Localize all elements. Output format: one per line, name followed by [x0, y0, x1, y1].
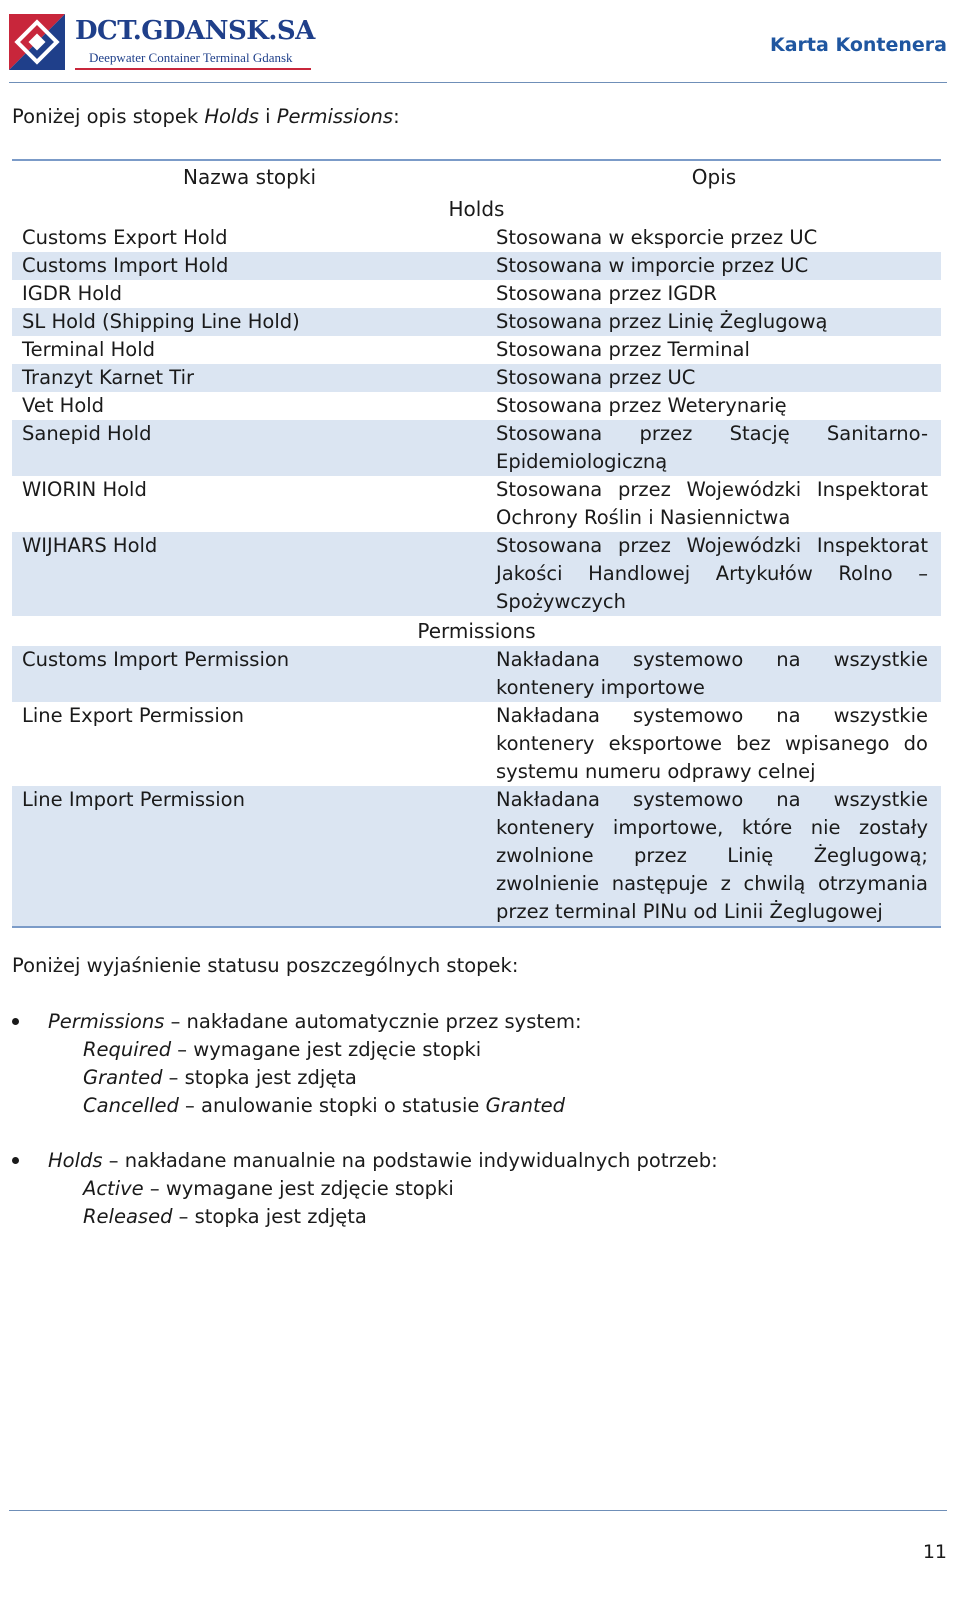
stopka-name: Customs Import Permission — [22, 648, 290, 671]
table-row — [12, 702, 941, 786]
header-divider — [9, 82, 947, 83]
bullet-icon — [12, 1157, 19, 1164]
status-text: – wymagane jest zdjęcie stopki — [143, 1177, 454, 1200]
stopka-name: WIORIN Hold — [22, 478, 147, 501]
stopka-name: Line Import Permission — [22, 788, 245, 811]
footer-divider — [9, 1510, 947, 1511]
stopka-name: IGDR Hold — [22, 282, 123, 305]
document-title: Karta Kontenera — [770, 34, 947, 56]
stopka-description: Nakładana systemowo na wszystkie kontenery eksportowe bez wpisanego do systemu numeru odprawy celnej — [496, 704, 928, 783]
stopka-name: SL Hold (Shipping Line Hold) — [22, 310, 300, 333]
intro-mid: i — [258, 105, 277, 128]
table-row — [12, 420, 941, 476]
stopka-description: Stosowana przez UC — [496, 366, 696, 389]
intro-permissions-term: Permissions — [276, 105, 394, 128]
stopka-name: Terminal Hold — [22, 338, 155, 361]
logo-underline — [75, 68, 311, 70]
stopka-description: Nakładana systemowo na wszystkie kontenery importowe — [496, 648, 928, 699]
stopka-name: Customs Import Hold — [22, 254, 229, 277]
stopka-description: Stosowana w imporcie przez UC — [496, 254, 809, 277]
table-row — [12, 364, 941, 392]
status-text: – wymagane jest zdjęcie stopki — [171, 1038, 482, 1061]
status-item-active — [48, 1175, 718, 1203]
permissions-bullet-heading — [48, 1008, 582, 1036]
table-row — [12, 476, 941, 532]
permissions-term: Permissions — [48, 1010, 165, 1033]
table-section-title: Permissions — [417, 619, 536, 643]
page-number: 11 — [922, 1541, 947, 1563]
table-row — [12, 392, 941, 420]
stopka-description: Stosowana przez IGDR — [496, 282, 717, 305]
bullet-icon — [12, 1018, 19, 1025]
status-term: Cancelled — [83, 1094, 179, 1117]
status-text: – anulowanie stopki o statusie — [178, 1094, 486, 1117]
stopka-name: Customs Export Hold — [22, 226, 228, 249]
table-row — [12, 308, 941, 336]
status-term: Required — [83, 1038, 172, 1061]
company-logo — [9, 14, 315, 72]
table-header-row — [12, 161, 941, 194]
intro-suffix: : — [393, 105, 400, 128]
status-item-cancelled — [48, 1092, 582, 1120]
status-item-granted — [48, 1064, 582, 1092]
status-term-granted: Granted — [485, 1094, 566, 1117]
permissions-text: – nakładane automatycznie przez system: — [164, 1010, 582, 1033]
stopka-description: Nakładana systemowo na wszystkie kontenery importowe, które nie zostały zwolnione przez Linię Żeglugową; zwolnienie następuje z chwilą otrzymania przez terminal PINu od Linii Żeglugowej — [496, 788, 928, 923]
stopka-name: WIJHARS Hold — [22, 534, 158, 557]
stopka-description: Stosowana przez Wojewódzki Inspektorat Jakości Handlowej Artykułów Rolno – Spożywczych — [496, 534, 928, 613]
holds-term: Holds — [48, 1149, 103, 1172]
table-row — [12, 532, 941, 616]
logo-mark-icon — [9, 14, 65, 70]
table-row — [12, 336, 941, 364]
holds-bullet-content — [48, 1147, 718, 1231]
stopka-description: Stosowana przez Weterynarię — [496, 394, 787, 417]
column-header-name: Nazwa stopki — [182, 165, 317, 189]
status-item-released — [48, 1203, 718, 1231]
status-item-required — [48, 1036, 582, 1064]
column-header-description: Opis — [691, 165, 737, 189]
table-row — [12, 786, 941, 926]
stopka-name: Tranzyt Karnet Tir — [22, 366, 195, 389]
stopka-name: Line Export Permission — [22, 704, 245, 727]
stopka-description: Stosowana przez Terminal — [496, 338, 750, 361]
status-term: Released — [83, 1205, 173, 1228]
status-term: Active — [83, 1177, 144, 1200]
status-intro: Poniżej wyjaśnienie statusu poszczególnych stopek: — [12, 954, 519, 977]
intro-prefix: Poniżej opis stopek — [12, 105, 205, 128]
stopka-description: Stosowana przez Stację Sanitarno-Epidemiologiczną — [496, 422, 928, 473]
logo-title: DCT.GDANSK.SA — [75, 16, 315, 46]
intro-paragraph — [12, 105, 400, 128]
table-row — [12, 280, 941, 308]
stopka-description: Stosowana w eksporcie przez UC — [496, 226, 818, 249]
status-text: – stopka jest zdjęta — [162, 1066, 357, 1089]
stopki-table — [12, 159, 941, 928]
table-row — [12, 646, 941, 702]
logo-subtitle: Deepwater Container Terminal Gdansk — [89, 50, 293, 65]
stopka-name: Vet Hold — [22, 394, 105, 417]
table-section-title: Holds — [448, 197, 505, 221]
status-text: – stopka jest zdjęta — [172, 1205, 367, 1228]
permissions-bullet-content — [48, 1008, 582, 1120]
table-row — [12, 224, 941, 252]
table-row — [12, 252, 941, 280]
stopka-description: Stosowana przez Linię Żeglugową — [496, 310, 828, 333]
stopka-description: Stosowana przez Wojewódzki Inspektorat Ochrony Roślin i Nasiennictwa — [496, 478, 928, 529]
holds-text: – nakładane manualnie na podstawie indywidualnych potrzeb: — [102, 1149, 718, 1172]
holds-bullet-heading — [48, 1147, 718, 1175]
intro-holds-term: Holds — [204, 105, 259, 128]
status-term: Granted — [83, 1066, 163, 1089]
table-body — [12, 194, 941, 926]
stopka-name: Sanepid Hold — [22, 422, 152, 445]
